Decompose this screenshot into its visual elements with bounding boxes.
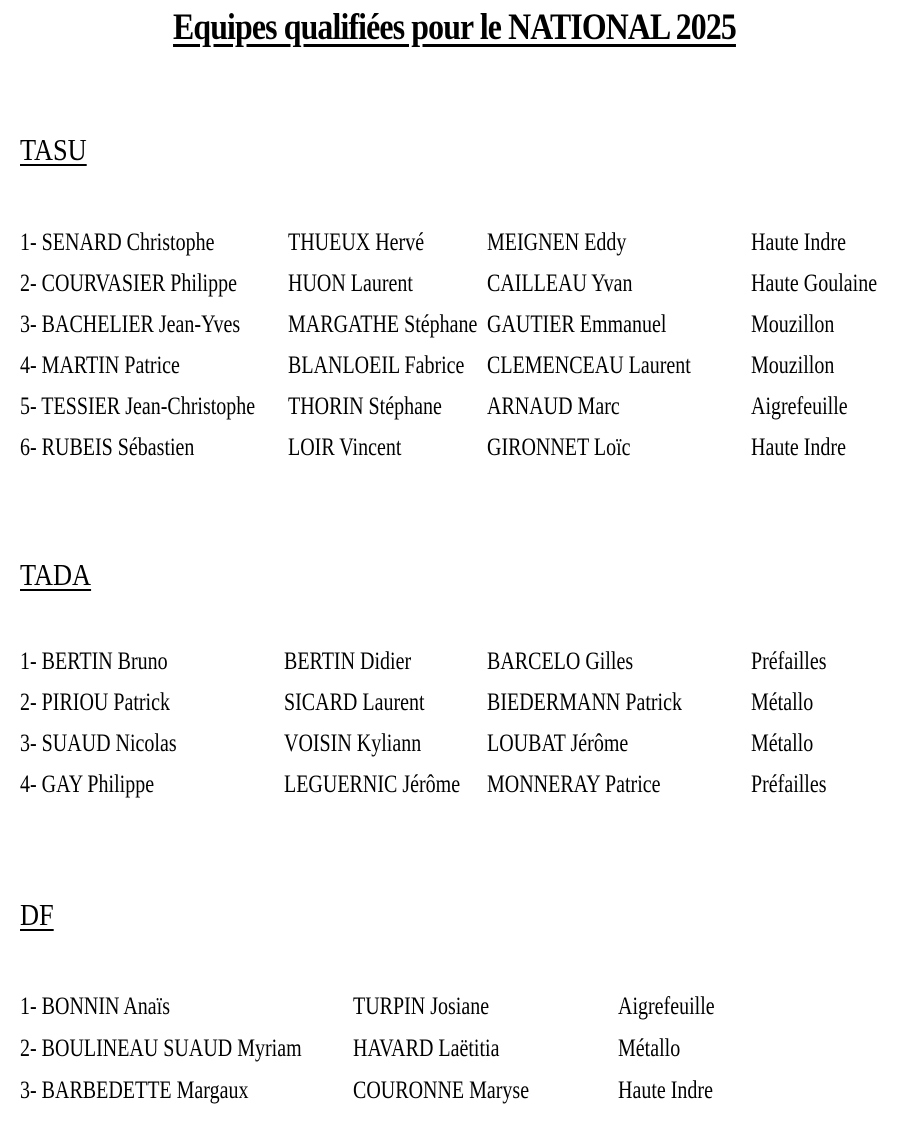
team-player-3: BARCELO Gilles <box>487 648 634 675</box>
team-player-1: 3- SUAUD Nicolas <box>20 730 177 757</box>
team-row <box>0 992 909 1032</box>
team-row <box>0 433 909 473</box>
team-player-2: BERTIN Didier <box>284 648 412 675</box>
team-row <box>0 729 909 769</box>
team-club: Métallo <box>618 1035 681 1062</box>
team-row <box>0 228 909 268</box>
team-player-1: 2- COURVASIER Philippe <box>20 270 237 297</box>
team-player-2: HAVARD Laëtitia <box>353 1035 500 1062</box>
team-club: Métallo <box>751 730 814 757</box>
team-club: Aigrefeuille <box>618 993 715 1020</box>
team-player-1: 2- PIRIOU Patrick <box>20 689 170 716</box>
team-player-2: THORIN Stéphane <box>288 393 442 420</box>
section-heading-tada: TADA <box>20 557 92 592</box>
team-player-2: LEGUERNIC Jérôme <box>284 771 461 798</box>
team-player-1: 6- RUBEIS Sébastien <box>20 434 195 461</box>
team-player-2: TURPIN Josiane <box>353 993 490 1020</box>
team-club: Haute Indre <box>751 434 846 461</box>
team-club: Mouzillon <box>751 311 835 338</box>
team-player-1: 4- GAY Philippe <box>20 771 155 798</box>
team-player-2: THUEUX Hervé <box>288 229 425 256</box>
team-player-3: CAILLEAU Yvan <box>487 270 633 297</box>
team-player-3: LOUBAT Jérôme <box>487 730 629 757</box>
team-club: Haute Indre <box>751 229 846 256</box>
team-club: Préfailles <box>751 771 827 798</box>
team-row <box>0 647 909 687</box>
team-club: Métallo <box>751 689 814 716</box>
team-player-2: LOIR Vincent <box>288 434 402 461</box>
team-player-3: MONNERAY Patrice <box>487 771 661 798</box>
team-row <box>0 351 909 391</box>
team-player-2: SICARD Laurent <box>284 689 425 716</box>
team-player-1: 3- BARBEDETTE Margaux <box>20 1077 249 1104</box>
team-row <box>0 688 909 728</box>
team-player-3: GAUTIER Emmanuel <box>487 311 667 338</box>
team-player-2: BLANLOEIL Fabrice <box>288 352 465 379</box>
team-row <box>0 310 909 350</box>
team-player-1: 1- SENARD Christophe <box>20 229 215 256</box>
team-row <box>0 392 909 432</box>
page-title <box>64 6 846 49</box>
team-club: Mouzillon <box>751 352 835 379</box>
team-player-3: ARNAUD Marc <box>487 393 620 420</box>
team-row <box>0 1034 909 1074</box>
team-row <box>0 269 909 309</box>
team-player-1: 5- TESSIER Jean-Christophe <box>20 393 256 420</box>
team-player-1: 3- BACHELIER Jean-Yves <box>20 311 241 338</box>
team-club: Aigrefeuille <box>751 393 848 420</box>
team-club: Haute Indre <box>618 1077 713 1104</box>
team-player-3: BIEDERMANN Patrick <box>487 689 682 716</box>
team-player-1: 2- BOULINEAU SUAUD Myriam <box>20 1035 302 1062</box>
team-player-1: 1- BERTIN Bruno <box>20 648 168 675</box>
team-player-2: COURONNE Maryse <box>353 1077 530 1104</box>
page-title-text: Equipes qualifiées pour le NATIONAL 2025 <box>173 7 736 48</box>
team-player-1: 1- BONNIN Anaïs <box>20 993 170 1020</box>
team-player-2: MARGATHE Stéphane <box>288 311 478 338</box>
team-club: Haute Goulaine <box>751 270 878 297</box>
section-heading-tasu: TASU <box>20 132 87 167</box>
team-row <box>0 770 909 810</box>
team-row <box>0 1076 909 1116</box>
team-player-2: VOISIN Kyliann <box>284 730 422 757</box>
team-player-3: GIRONNET Loïc <box>487 434 631 461</box>
section-heading-df: DF <box>20 897 54 932</box>
team-club: Préfailles <box>751 648 827 675</box>
team-player-2: HUON Laurent <box>288 270 413 297</box>
team-player-3: MEIGNEN Eddy <box>487 229 627 256</box>
team-player-3: CLEMENCEAU Laurent <box>487 352 691 379</box>
team-player-1: 4- MARTIN Patrice <box>20 352 180 379</box>
